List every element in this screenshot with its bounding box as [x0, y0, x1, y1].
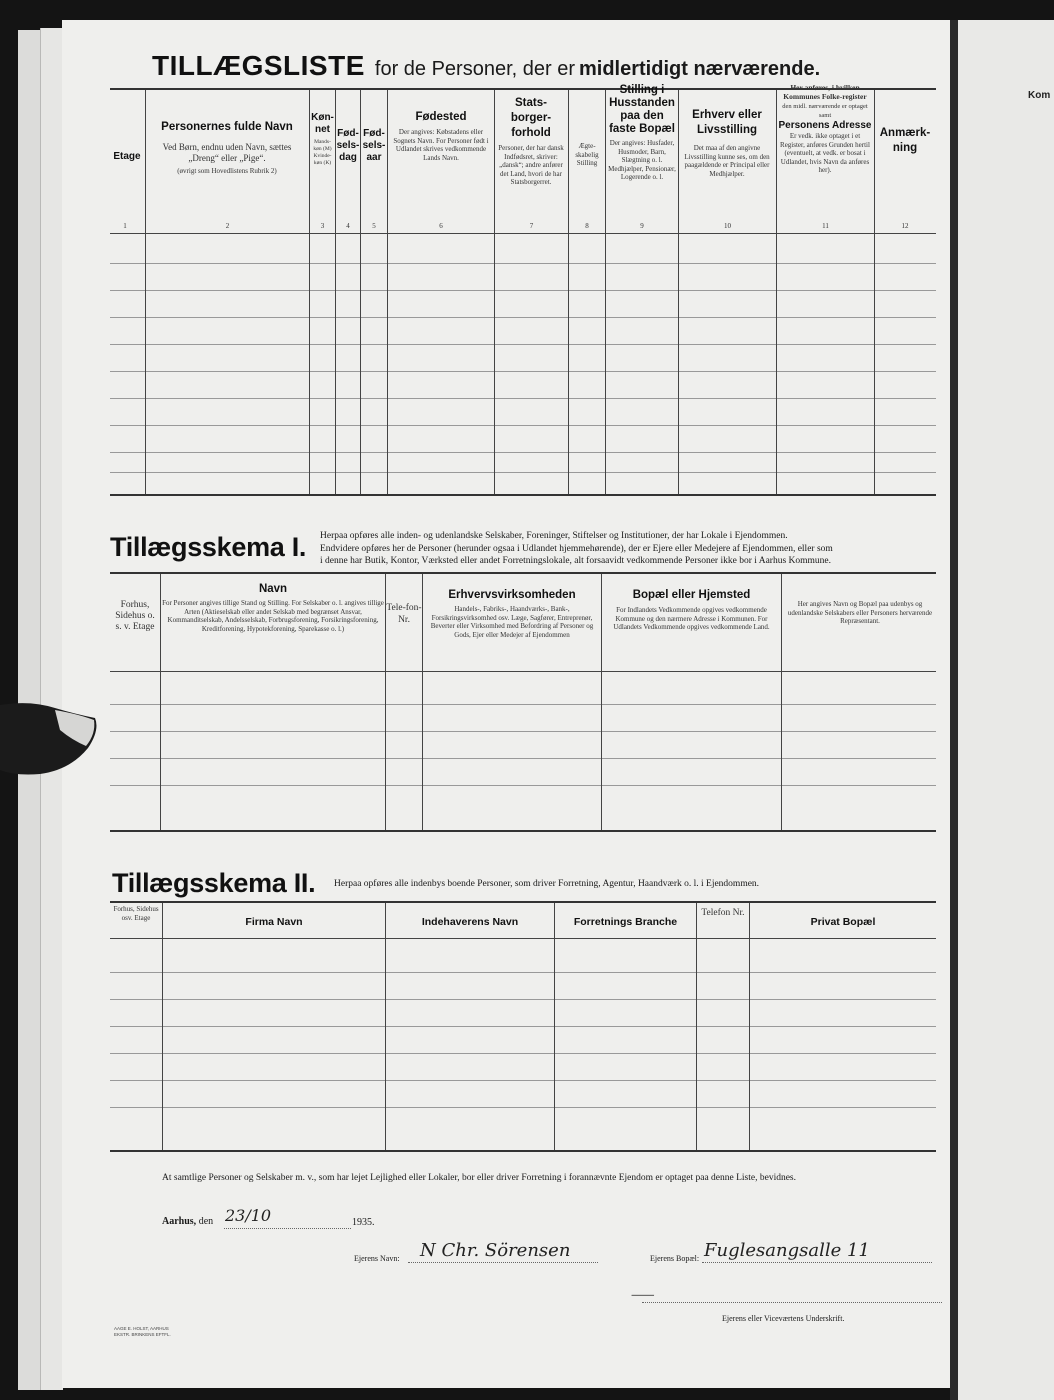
- schema1-row-line: [110, 785, 936, 786]
- col-header-fodselsaar: Fød-sels-aar: [362, 128, 386, 163]
- schema2-intro: Herpaa opføres alle indenbys boende Personer, som driver Forretning, Agentur, Haandværk o. l. i Ejendommen.: [334, 879, 760, 889]
- attestation-statement: At samtlige Personer og Selskaber m. v., som har lejet Lejlighed eller Lokaler, bor eller driver Forretning i forannævnte Ejendom er optaget paa denne Liste, bevidnes.: [162, 1173, 796, 1183]
- schema2-row-line: [110, 972, 936, 973]
- printer-imprint: AAGE E. HOLST, AARHUS EKSTR. BRINKENS EFTFL.: [114, 1326, 171, 1337]
- col-header-adresse: Her anføres, i hvilken Kommunes Folke-register den midl. nærværende er optaget samt Personens Adresse Er vedk. ikke optaget i et Register, anføres Grunden hertil (eventuelt, at vedk. er bosat i Udlandet, hvis Navn da anføres her).: [778, 83, 872, 174]
- main-row-line: [110, 371, 936, 372]
- title-bold: TILLÆGSLISTE: [152, 50, 365, 81]
- main-row-line: [110, 263, 936, 264]
- col-number: 5: [372, 222, 376, 230]
- main-row-line: [110, 317, 936, 318]
- schema1-col-navn: Navn For Personer angives tillige Stand og Stilling. For Selskaber o. l. angives tillige Arten (Aktieselskab eller andet Selskab med begrænset Ansvar, Kommanditselskab, Andelsselskab, Forbrugsforening, Forsikringsforening, Kreditforening, Hypotekforening, Sparekasse o. l.): [162, 583, 384, 633]
- col-number: 10: [724, 222, 731, 230]
- right-page-fragment: Kom: [1028, 90, 1051, 101]
- title-rest-1: for de Personer, der er: [374, 58, 575, 80]
- main-row-line: [110, 290, 936, 291]
- schema1-col-representant: Her angives Navn og Bopæl paa udenbys og udenlandske Selskabers eller Personers herværende Repræsentant.: [787, 600, 933, 625]
- schema1-col-sep: [781, 574, 782, 830]
- schema1-col-etage: Forhus, Sidehus o. s. v. Etage: [115, 600, 155, 632]
- title-rest-2: midlertidigt nærværende.: [579, 58, 821, 80]
- schema2-col-sep: [696, 903, 697, 1150]
- schema1-top: [110, 572, 936, 574]
- signature-mark: ⸺: [630, 1287, 654, 1303]
- owner-address-handwritten: Fuglesangsalle 11: [704, 1240, 870, 1261]
- col-header-fodested: Fødested Der angives: Købstadens eller Sognets Navn. For Personer født i Udlandet skrives vedkommende Lands Navn.: [393, 111, 489, 162]
- main-col-sep: [678, 90, 679, 494]
- schema1-bottom: [110, 830, 936, 832]
- owner-name-line: [408, 1262, 598, 1263]
- owner-name-handwritten: N Chr. Sörensen: [420, 1240, 571, 1261]
- main-row-line: [110, 472, 936, 473]
- date-handwritten: 23/10: [225, 1206, 272, 1225]
- schema2-row-line: [110, 1080, 936, 1081]
- schema1-col-sep: [422, 574, 423, 830]
- schema2-row-line: [110, 1107, 936, 1108]
- col-header-kon: Køn-net Mands-køn (M) Kvinde-køn (K): [311, 112, 334, 166]
- gutter: [950, 20, 958, 1400]
- col-header-anmaerkning: Anmærk-ning: [879, 127, 931, 154]
- schema1-header-bottom: [110, 671, 936, 672]
- schema1-intro: Herpaa opføres alle inden- og udenlandske Selskaber, Foreninger, Stiftelser og Institutioner, der har Lokale i Ejendommen. Endvidere opføres her de Personer (herunder ogsaa i Udlandet hjemmehørende), der er Ejere eller Medejere af Ejendommen, eller som i denne har Butik, Kontor, Værksted eller andet Forretningslokale, alt forsaavidt vedkommende Personer ikke bor i Aarhus Kommune.: [320, 531, 833, 566]
- schema1-row-line: [110, 758, 936, 759]
- schema2-col-etage: Forhus, Sidehus osv. Etage: [113, 905, 159, 922]
- main-table-bottom: [110, 494, 936, 496]
- col-number: 8: [585, 222, 589, 230]
- col-number: 9: [640, 222, 644, 230]
- schema2-col-bopael: Privat Bopæl: [810, 916, 876, 928]
- schema2-col-sep: [162, 903, 163, 1150]
- col-number: 2: [225, 222, 230, 230]
- schema2-header-bottom: [110, 938, 936, 939]
- col-number: 3: [320, 222, 325, 230]
- col-header-aegteskab: Ægte-skabelig Stilling: [575, 142, 599, 167]
- col-header-navn: Personernes fulde Navn Ved Børn, endnu uden Navn, sættes „Dreng“ eller „Pige“. (øvrigt som Hovedlistens Rubrik 2): [161, 121, 293, 175]
- col-number: 7: [529, 222, 534, 230]
- date-line: [224, 1228, 351, 1229]
- col-number: 12: [901, 222, 909, 230]
- year: 1935.: [352, 1217, 375, 1228]
- form-page: [62, 20, 950, 1388]
- schema2-bottom: [110, 1150, 936, 1152]
- schema2-row-line: [110, 1026, 936, 1027]
- schema2-col-indehaver: Indehaverens Navn: [421, 916, 519, 928]
- main-row-line: [110, 425, 936, 426]
- schema2-col-sep: [554, 903, 555, 1150]
- schema2-col-firma: Firma Navn: [245, 916, 303, 928]
- schema2-row-line: [110, 999, 936, 1000]
- col-header-husstand: Stilling i Husstanden paa den faste Bopæl Der angives: Husfader, Husmoder, Barn, Slægtning o. l. Medhjælper, Pensionær, Logerende o. l.: [608, 84, 676, 181]
- schema2-top: [110, 901, 936, 903]
- schema1-col-sep: [160, 574, 161, 830]
- schema2-row-line: [110, 1053, 936, 1054]
- owner-address-line: [702, 1262, 932, 1263]
- main-row-line: [110, 344, 936, 345]
- schema2-col-sep: [385, 903, 386, 1150]
- page-title: [152, 50, 820, 82]
- col-number: 11: [822, 222, 829, 230]
- main-col-sep: [387, 90, 388, 494]
- col-header-erhverv: Erhverv eller Livsstilling Det maa af den angivne Livsstilling kunne ses, om den paagældende er Principal eller Medhjælper.: [684, 109, 770, 178]
- schema2-title: Tillægsskema II.: [112, 868, 316, 898]
- main-row-line: [110, 452, 936, 453]
- thumb-shadow: [0, 700, 100, 780]
- col-number: 4: [346, 222, 350, 230]
- schema1-row-line: [110, 731, 936, 732]
- schema1-col-bopael: Bopæl eller Hjemsted For Indlandets Vedkommende opgives vedkommende Kommune og den nærmere Adresse i Kommunen. For Udlandets Vedkommende opgives vedkommende Land.: [613, 589, 770, 631]
- signature-line: [642, 1302, 942, 1303]
- signature-label: Ejerens eller Viceværtens Underskrift.: [722, 1314, 845, 1323]
- col-header-statsborger: Stats-borger-forhold Personer, der har dansk Indfødsret, skriver: „dansk“; andre anfører det Land, hvori de har Statsborgerret.: [498, 97, 564, 186]
- main-col-sep: [494, 90, 495, 494]
- schema1-col-erhverv: Erhvervsvirksomheden Handels-, Fabriks-, Haandværks-, Bank-, Forsikringsvirksomhed osv. Læge, Sagfører, Entreprenør, Beverter eller Virksomhed med Befordring af Personer og Gods, Ejer eller Medejer af Ejendommen: [430, 589, 594, 639]
- right-page: [958, 20, 1054, 1400]
- main-row-line: [110, 398, 936, 399]
- main-col-sep: [605, 90, 606, 494]
- col-header-fodselsdag: Fød-sels-dag: [336, 128, 360, 163]
- place-label: Aarhus, den: [162, 1216, 214, 1227]
- schema1-row-line: [110, 704, 936, 705]
- owner-name-label: Ejerens Navn:: [354, 1254, 400, 1263]
- schema1-col-telefon: Tele-fon-Nr.: [386, 603, 422, 625]
- schema2-col-telefon: Telefon Nr.: [701, 908, 745, 918]
- main-col-sep: [145, 90, 146, 494]
- schema1-title: Tillægsskema I.: [110, 532, 307, 562]
- col-number: 1: [123, 222, 127, 230]
- schema2-col-branche: Forretnings Branche: [573, 916, 678, 928]
- col-header-etage: Etage: [113, 151, 141, 162]
- schema1-col-sep: [601, 574, 602, 830]
- main-table-header-bottom: [110, 233, 936, 234]
- col-number: 6: [439, 222, 443, 230]
- schema2-col-sep: [749, 903, 750, 1150]
- owner-address-label: Ejerens Bopæl:: [650, 1254, 700, 1263]
